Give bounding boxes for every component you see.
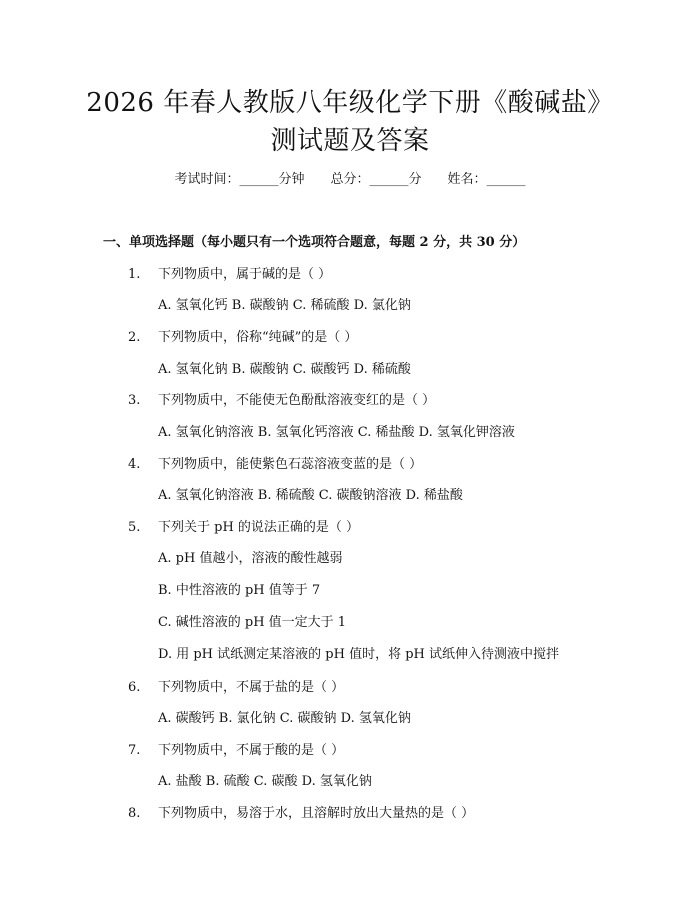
question-8 <box>128 802 474 821</box>
question-5 <box>128 516 359 535</box>
question-number: 8. <box>128 806 141 821</box>
document-title-line-2: 测试题及答案 <box>270 126 430 156</box>
question-5-option-c: C. 碱性溶液的 pH 值一定大于 1 <box>158 615 347 630</box>
question-text: 下列物质中，易溶于水，且溶解时放出大量热的是（ ） <box>158 806 475 821</box>
question-5-option-d: D. 用 pH 试纸测定某溶液的 pH 值时，将 pH 试纸伸入待测液中搅拌 <box>158 647 559 662</box>
exam-time-unit: 分钟 <box>278 172 305 187</box>
question-1 <box>128 263 331 282</box>
question-7 <box>128 739 344 758</box>
question-text: 下列物质中，不能使无色酚酞溶液变红的是（ ） <box>158 393 436 408</box>
question-number: 6. <box>128 680 141 695</box>
question-2-options: A. 氢氧化钠 B. 碳酸钠 C. 碳酸钙 D. 稀硫酸 <box>158 362 411 377</box>
question-7-options: A. 盐酸 B. 硫酸 C. 碳酸 D. 氢氧化钠 <box>158 774 372 789</box>
student-name-label: 姓名： <box>447 172 487 187</box>
total-score-blank: ______ <box>369 172 409 187</box>
question-1-options: A. 氢氧化钙 B. 碳酸钠 C. 稀硫酸 D. 氯化钠 <box>158 298 411 313</box>
document-title-line-1: 2026 年春人教版八年级化学下册《酸碱盐》 <box>86 88 614 118</box>
question-text: 下列关于 pH 的说法正确的是（ ） <box>158 520 360 535</box>
question-4-options: A. 氢氧化钠溶液 B. 稀硫酸 C. 碳酸钠溶液 D. 稀盐酸 <box>158 488 463 503</box>
total-score-label: 总分： <box>330 172 370 187</box>
question-5-option-b: B. 中性溶液的 pH 值等于 7 <box>158 583 321 598</box>
question-4 <box>128 453 422 472</box>
question-number: 1. <box>128 267 141 282</box>
exam-info-line <box>0 168 700 187</box>
question-text: 下列物质中，属于碱的是（ ） <box>158 267 332 282</box>
section-heading-single-choice: 一、单项选择题（每小题只有一个选项符合题意，每题 2 分，共 30 分） <box>103 235 526 250</box>
question-number: 5. <box>128 520 141 535</box>
question-number: 3. <box>128 393 141 408</box>
question-text: 下列物质中，不属于酸的是（ ） <box>158 743 345 758</box>
question-3 <box>128 389 435 408</box>
question-6 <box>128 676 344 695</box>
student-name-blank: ______ <box>486 172 526 187</box>
question-6-options: A. 碳酸钙 B. 氯化钠 C. 碳酸钠 D. 氢氧化钠 <box>158 711 411 726</box>
question-text: 下列物质中，不属于盐的是（ ） <box>158 680 345 695</box>
question-number: 7. <box>128 743 141 758</box>
question-text: 下列物质中，俗称“纯碱”的是（ ） <box>158 330 358 345</box>
question-text: 下列物质中，能使紫色石蕊溶液变蓝的是（ ） <box>158 457 423 472</box>
question-5-option-a: A. pH 值越小，溶液的酸性越弱 <box>158 551 343 566</box>
question-number: 2. <box>128 330 141 345</box>
question-number: 4. <box>128 457 141 472</box>
exam-time-label: 考试时间： <box>174 172 240 187</box>
exam-time-blank: ______ <box>239 172 279 187</box>
total-score-unit: 分 <box>408 172 422 187</box>
question-2 <box>128 326 357 345</box>
question-3-options: A. 氢氧化钠溶液 B. 氢氧化钙溶液 C. 稀盐酸 D. 氢氧化钾溶液 <box>158 425 515 440</box>
